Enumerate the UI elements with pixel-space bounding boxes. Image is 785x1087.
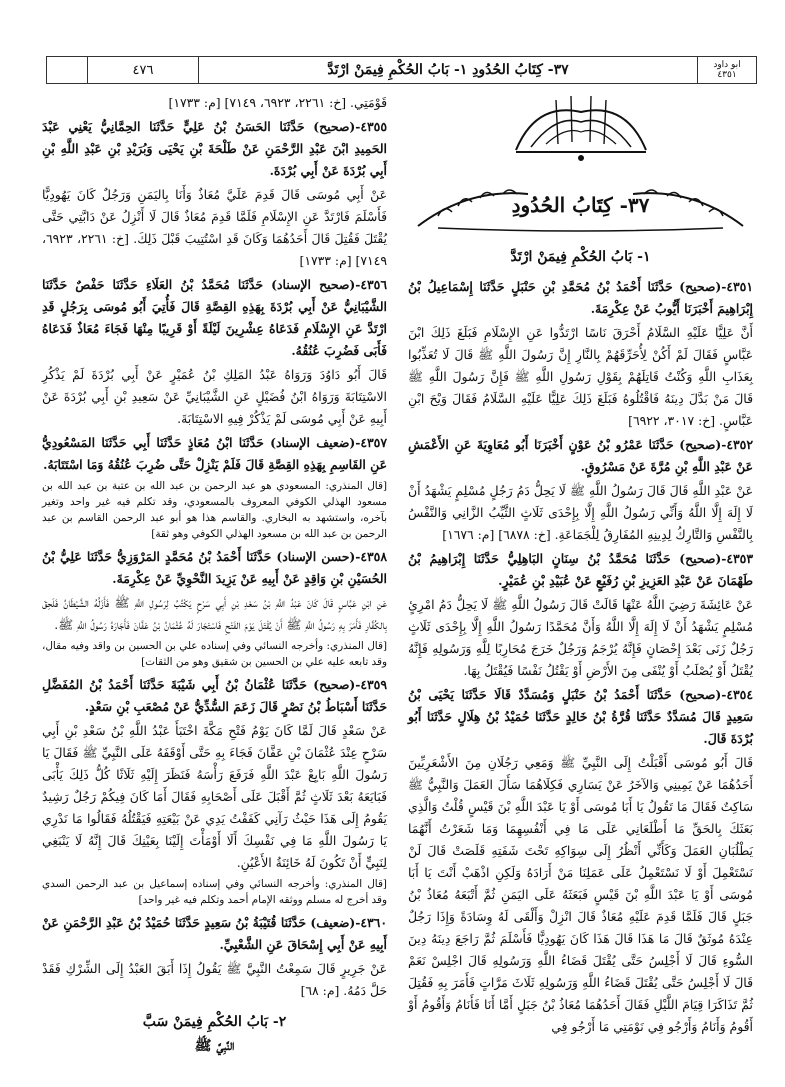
mundhiri-note-1: [قال المنذري: المسعودي هو عبد الرحمن بن عبد الله بن عتبة بن عبد الله بن مسعود الهذلي الكوفي المعروف بالمسعودي، وقد تكلم فيه غير واحد وتغير بآخره، واستشهد به البخاري. والقاسم هذا هو أبو عبد الرحمن القاسم بن عبد الرحمن بن عبد الله بن مسعود الهذلي الكوفي وهو ثقة] [42,480,387,540]
page-header [46,56,757,84]
calligraphy-ornament [496,92,666,168]
abu-dawud-comment: قَالَ أَبُو دَاوُدَ وَرَوَاهُ عَبْدُ المَلِكِ بْنُ عُمَيْرٍ عَنْ أَبِي بُرْدَةَ لَمْ يَذْكُرِ الاسْتِتَابَةَ وَرَوَاهُ ابْنُ فُضَيْلٍ عَنِ الشَّيْبَانِيِّ عَنْ سَعِيدِ بْنِ أَبِي بُرْدَةَ عَنْ أَبِيهِ عَنْ أَبِي مُوسَى لَمْ يَذْكُرْ فِيهِ الاسْتِتَابَةَ. [42,367,387,426]
hadith-4354-text: قَالَ أَبُو مُوسَى أَقْبَلْتُ إِلَى النَّبِيِّ ﷺ وَمَعِي رَجُلَانِ مِنَ الأَشْعَرِيِّينَ أَحَدُهُمَا عَنْ يَمِينِي وَالآخَرُ عَنْ يَسَارِي فَكِلَاهُمَا سَأَلَ العَمَلَ وَالنَّبِيُّ ﷺ سَاكِتٌ فَقَالَ مَا تَقُولُ يَا أَبَا مُوسَى أَوْ يَا عَبْدَ اللَّهِ بْنَ قَيْسٍ قُلْتُ وَالَّذِي بَعَثَكَ بِالحَقِّ مَا أَطْلَعَانِي عَلَى مَا فِي أَنْفُسِهِمَا وَمَا شَعَرْتُ أَنَّهُمَا يَطْلُبَانِ العَمَلَ وَكَأَنِّي أَنْظُرُ إِلَى سِوَاكِهِ تَحْتَ شَفَتِهِ قَلَصَتْ قَالَ لَنْ نَسْتَعْمِلَ أَوْ لَا نَسْتَعْمِلُ عَلَى عَمَلِنَا مَنْ أَرَادَهُ وَلَكِنِ اذْهَبْ أَنْتَ يَا أَبَا مُوسَى أَوْ يَا عَبْدَ اللَّهِ بْنَ قَيْسٍ فَبَعَثَهُ عَلَى اليَمَنِ ثُمَّ أَتْبَعَهُ مُعَاذُ بْنُ جَبَلٍ قَالَ فَلَمَّا قَدِمَ عَلَيْهِ مُعَاذٌ قَالَ انْزِلْ وَأَلْقَى لَهُ وِسَادَةً وَإِذَا رَجُلٌ عِنْدَهُ مُوثَقٌ قَالَ مَا هَذَا قَالَ هَذَا كَانَ يَهُودِيًّا فَأَسْلَمَ ثُمَّ رَاجَعَ دِينَهُ دِينَ السُّوءِ قَالَ لَا أَجْلِسُ حَتَّى يُقْتَلَ قَضَاءُ اللَّهِ وَرَسُولِهِ قَالَ اجْلِسْ نَعَمْ قَالَ لَا أَجْلِسُ حَتَّى يُقْتَلَ قَضَاءُ اللَّهِ وَرَسُولِهِ ثَلَاثَ مَرَّاتٍ فَأَمَرَ بِهِ فَقُتِلَ ثُمَّ تَذَاكَرَا قِيَامَ اللَّيْلِ فَقَالَ أَحَدُهُمَا مُعَاذُ بْنُ جَبَلٍ أَمَّا أَنَا فَأَنَامُ وَأَقُومُ أَوْ أَقُومُ وَأَنَامُ وَأَرْجُو فِي نَوْمَتِي مَا أَرْجُو فِي [408,755,753,1034]
page-number: ٤٧٦ [87,57,198,83]
hadith-4353-text: عَنْ عَائِشَةَ رَضِيَ اللَّهُ عَنْهَا قَالَتْ قَالَ رَسُولُ اللَّهِ ﷺ لَا يَحِلُّ دَمُ امْرِئٍ مُسْلِمٍ يَشْهَدُ أَنْ لَا إِلَهَ إِلَّا اللَّهُ وَأَنَّ مُحَمَّدًا رَسُولُ اللَّهِ إِلَّا بِإِحْدَى ثَلَاثٍ رَجُلٌ زَنَى بَعْدَ إِحْصَانٍ فَإِنَّهُ يُرْجَمُ وَرَجُلٌ خَرَجَ مُحَارِبًا لِلَّهِ وَرَسُولِهِ فَإِنَّهُ يُقْتَلُ أَوْ يُصْلَبُ أَوْ يُنْفَى مِنَ الأَرْضِ أَوْ يَقْتُلُ نَفْسًا فَيُقْتَلُ بِهَا. [408,597,753,678]
hadith-4359-text: عَنْ سَعْدٍ قَالَ لَمَّا كَانَ يَوْمُ فَتْحِ مَكَّةَ اخْتَبَأَ عَبْدُ اللَّهِ بْنُ سَعْدِ بْنِ أَبِي سَرْحٍ عِنْدَ عُثْمَانَ بْنِ عَفَّانَ فَجَاءَ بِهِ حَتَّى أَوْقَفَهُ عَلَى النَّبِيِّ ﷺ فَقَالَ يَا رَسُولَ اللَّهِ بَايِعْ عَبْدَ اللَّهِ فَرَفَعَ رَأْسَهُ فَنَظَرَ إِلَيْهِ ثَلَاثًا كُلُّ ذَلِكَ يَأْبَى فَبَايَعَهُ بَعْدَ ثَلَاثٍ ثُمَّ أَقْبَلَ عَلَى أَصْحَابِهِ فَقَالَ أَمَا كَانَ فِيكُمْ رَجُلٌ رَشِيدٌ يَقُومُ إِلَى هَذَا حَيْثُ رَآنِي كَفَفْتُ يَدِي عَنْ بَيْعَتِهِ فَيَقْتُلُهُ فَقَالُوا مَا نَدْرِي يَا رَسُولَ اللَّهِ مَا فِي نَفْسِكَ أَلَا أَوْمَأْتَ إِلَيْنَا بِعَيْنِكَ قَالَ إِنَّهُ لَا يَنْبَغِي لِنَبِيٍّ أَنْ تَكُونَ لَهُ خَائِنَةُ الأَعْيُنِ. [42,723,387,870]
hadith-4360-isnad: ٤٣٦٠-(ضعيف) حَدَّثَنَا قُتَيْبَةُ بْنُ سَعِيدٍ حَدَّثَنَا حُمَيْدُ بْنُ عَبْدِ الرَّحْمَنِ عَنْ أَبِيهِ عَنْ أَبِي إِسْحَاقَ عَنِ الشَّعْبِيِّ. [42,915,387,952]
header-book-name: ابو داود [713,60,741,70]
hadith-4352-isnad: ٤٣٥٢-(صحيح) حَدَّثَنَا عَمْرُو بْنُ عَوْنٍ أَخْبَرَنَا أَبُو مُعَاوِيَةَ عَنِ الأَعْمَشِ عَنْ عَبْدِ اللَّهِ بْنِ مُرَّةَ عَنْ مَسْرُوقٍ. [408,437,753,474]
hadith-4355-text: عَنْ أَبِي مُوسَى قَالَ قَدِمَ عَلَيَّ مُعَاذٌ وَأَنَا بِاليَمَنِ وَرَجُلٌ كَانَ يَهُودِيًّا فَأَسْلَمَ فَارْتَدَّ عَنِ الإِسْلَامِ فَلَمَّا قَدِمَ مُعَاذٌ قَالَ لَا أَنْزِلُ عَنْ دَابَّتِي حَتَّى يُقْتَلَ فَقُتِلَ قَالَ أَحَدُهُمَا وَكَانَ قَدِ اسْتُتِيبَ قَبْلَ ذَلِكَ. [خ: ٢٢٦١، ٦٩٢٣، ٧١٤٩] [م: ١٧٣٣] [42,187,387,268]
left-column [42,92,387,1060]
hadith-4356-isnad: ٤٣٥٦-(صحيح الإسناد) حَدَّثَنَا مُحَمَّدُ بْنُ العَلَاءِ حَدَّثَنَا حَفْصٌ حَدَّثَنَا الشَّيْبَانِيُّ عَنْ أَبِي بُرْدَةَ بِهَذِهِ القِصَّةِ قَالَ فَأُتِيَ أَبُو مُوسَى بِرَجُلٍ قَدِ ارْتَدَّ عَنِ الإِسْلَامِ فَدَعَاهُ عِشْرِينَ لَيْلَةً أَوْ قَرِيبًا مِنْهَا فَجَاءَ مُعَاذٌ فَدَعَاهُ فَأَبَى فَضُرِبَ عُنُقُهُ. [42,277,387,358]
section-heading-2-line2: النَّبِيَّ ﷺ [194,1038,235,1054]
hadith-4355-isnad: ٤٣٥٥-(صحيح) حَدَّثَنَا الحَسَنُ بْنُ عَلِيٍّ حَدَّثَنَا الحِمَّانِيُّ يَعْنِي عَبْدَ الحَمِيدِ ابْنَ عَبْدِ الرَّحْمَنِ عَنْ طَلْحَةَ بْنِ يَحْيَى وَبُرَيْدِ بْنِ عَبْدِ اللَّهِ بْنِ أَبِي بُرْدَةَ عَنْ أَبِي بُرْدَةَ. [42,119,387,178]
section-heading-1: ١- بَابُ الحُكْمِ فِيمَنْ ارْتَدَّ [510,249,651,265]
mundhiri-note-3: [قال المنذري: وأخرجه النسائي وفي إسناده إسماعيل بن عبد الرحمن السدي وقد أخرج له مسلم ووثقه الإمام أحمد وتكلم فيه غير واحد] [42,878,387,906]
hadith-4357-isnad: ٤٣٥٧-(ضعيف الإسناد) حَدَّثَنَا ابْنُ مُعَاذٍ حَدَّثَنَا أَبِي حَدَّثَنَا المَسْعُودِيُّ عَنِ القَاسِمِ بِهَذِهِ القِصَّةِ قَالَ فَلَمْ يَنْزِلْ حَتَّى ضُرِبَ عُنُقُهُ وَمَا اسْتَتَابَهُ. [42,435,387,472]
hadith-4360-text: عَنْ جَرِيرٍ قَالَ سَمِعْتُ النَّبِيَّ ﷺ يَقُولُ إِذَا أَبَقَ العَبْدُ إِلَى الشِّرْكِ فَقَدْ حَلَّ دَمُهُ. [م: ٦٨] [42,961,387,998]
section-heading-2-line1: ٢- بَابُ الحُكْمِ فِيمَنْ سَبَّ [142,1014,287,1030]
header-empty-cell [47,57,87,83]
section-heading-2 [42,1010,387,1058]
hadith-4351-text: أَنَّ عَلِيًّا عَلَيْهِ السَّلَامُ أَحْرَقَ نَاسًا ارْتَدُّوا عَنِ الإِسْلَامِ فَبَلَغَ ذَلِكَ ابْنَ عَبَّاسٍ فَقَالَ لَمْ أَكُنْ لِأُحَرِّقَهُمْ بِالنَّارِ إِنَّ رَسُولَ اللَّهِ ﷺ قَالَ لَا تُعَذِّبُوا بِعَذَابِ اللَّهِ وَكُنْتُ قَاتِلَهُمْ بِقَوْلِ رَسُولِ اللَّهِ ﷺ فَإِنَّ رَسُولَ اللَّهِ ﷺ قَالَ مَنْ بَدَّلَ دِينَهُ فَاقْتُلُوهُ فَبَلَغَ ذَلِكَ عَلِيًّا عَلَيْهِ السَّلَامُ فَقَالَ وَيْحَ ابْنِ عَبَّاسٍ. [خ: ٣٠١٧، ٦٩٢٢] [408,325,753,428]
right-column [408,92,753,1040]
header-book-cell [697,57,756,83]
header-title: ٣٧- كِتَابُ الحُدُودِ ١- بَابُ الحُكْمِ فِيمَنْ ارْتَدَّ [198,57,697,83]
hadith-4352-text: عَنْ عَبْدِ اللَّهِ قَالَ قَالَ رَسُولُ اللَّهِ ﷺ لَا يَحِلُّ دَمُ رَجُلٍ مُسْلِمٍ يَشْهَدُ أَنْ لَا إِلَهَ إِلَّا اللَّهُ وَأَنِّي رَسُولُ اللَّهِ إِلَّا بِإِحْدَى ثَلَاثٍ الثَّيِّبُ الزَّانِي وَالنَّفْسُ بِالنَّفْسِ وَالتَّارِكُ لِدِينِهِ المُفَارِقُ لِلْجَمَاعَةِ. [خ: ٦٨٧٨] [م: ١٦٧٦] [408,483,753,542]
book-title: ٣٧- كِتَابُ الحُدُودِ [511,193,650,217]
mundhiri-note-2: [قال المنذري: وأخرجه النسائي وفي إسناده علي بن الحسين بن واقد وفيه مقال، وقد تابعه عليه علي بن الحسين بن شقيق وهو من الثقات] [42,640,387,668]
hadith-4358-isnad: ٤٣٥٨-(حسن الإسناد) حَدَّثَنَا أَحْمَدُ بْنُ مُحَمَّدٍ المَرْوَزِيُّ حَدَّثَنَا عَلِيُّ بْنُ الحُسَيْنِ بْنِ وَاقِدٍ عَنْ أَبِيهِ عَنْ يَزِيدَ النَّحْوِيِّ عَنْ عِكْرِمَةَ. [42,549,387,586]
hadith-4358-text: عَنِ ابْنِ عَبَّاسٍ قَالَ كَانَ عَبْدُ اللَّهِ بْنُ سَعْدِ بْنِ أَبِي سَرْحٍ يَكْتُبُ لِرَسُولِ اللَّهِ ﷺ فَأَزَلَّهُ الشَّيْطَانُ فَلَحِقَ بِالكُفَّارِ فَأَمَرَ بِهِ رَسُولُ اللَّهِ ﷺ أَنْ يُقْتَلَ يَوْمَ الفَتْحِ فَاسْتَجَارَ لَهُ عُثْمَانُ بْنُ عَفَّانَ فَأَجَارَهُ رَسُولُ اللَّهِ ﷺ. [42,595,387,632]
book-title-banner [408,178,753,238]
hadith-4359-isnad: ٤٣٥٩-(صحيح) حَدَّثَنَا عُثْمَانُ بْنُ أَبِي شَيْبَةَ حَدَّثَنَا أَحْمَدُ بْنُ المُفَضَّلِ حَدَّثَنَا أَسْبَاطُ بْنُ نَصْرٍ قَالَ زَعَمَ السُّدِّيُّ عَنْ مُصْعَبِ بْنِ سَعْدٍ. [42,677,387,714]
hadith-4353-isnad: ٤٣٥٣-(صحيح) حَدَّثَنَا مُحَمَّدُ بْنُ سِنَانٍ البَاهِلِيُّ حَدَّثَنَا إِبْرَاهِيمُ بْنُ طَهْمَانَ عَنْ عَبْدِ العَزِيزِ بْنِ رُفَيْعٍ عَنْ عُبَيْدِ بْنِ عُمَيْرٍ. [408,551,753,588]
hadith-4351-isnad: ٤٣٥١-(صحيح) حَدَّثَنَا أَحْمَدُ بْنُ مُحَمَّدِ بْنِ حَنْبَلٍ حَدَّثَنَا إِسْمَاعِيلُ بْنُ إِبْرَاهِيمَ أَخْبَرَنَا أَيُّوبُ عَنْ عِكْرِمَةَ. [408,279,753,316]
hadith-4354-isnad: ٤٣٥٤-(صحيح) حَدَّثَنَا أَحْمَدُ بْنُ حَنْبَلٍ وَمُسَدَّدٌ قَالَا حَدَّثَنَا يَحْيَى بْنُ سَعِيدٍ قَالَ مُسَدَّدٌ حَدَّثَنَا قُرَّةُ بْنُ خَالِدٍ حَدَّثَنَا حُمَيْدُ بْنُ هِلَالٍ حَدَّثَنَا أَبُو بُرْدَةَ قَالَ. [408,687,753,746]
continuation-text: قَوْمَتِي. [خ: ٢٢٦١، ٦٩٢٣، ٧١٤٩] [م: ١٧٣٣] [168,95,387,110]
header-book-number: ٤٣٥١ [717,70,737,80]
